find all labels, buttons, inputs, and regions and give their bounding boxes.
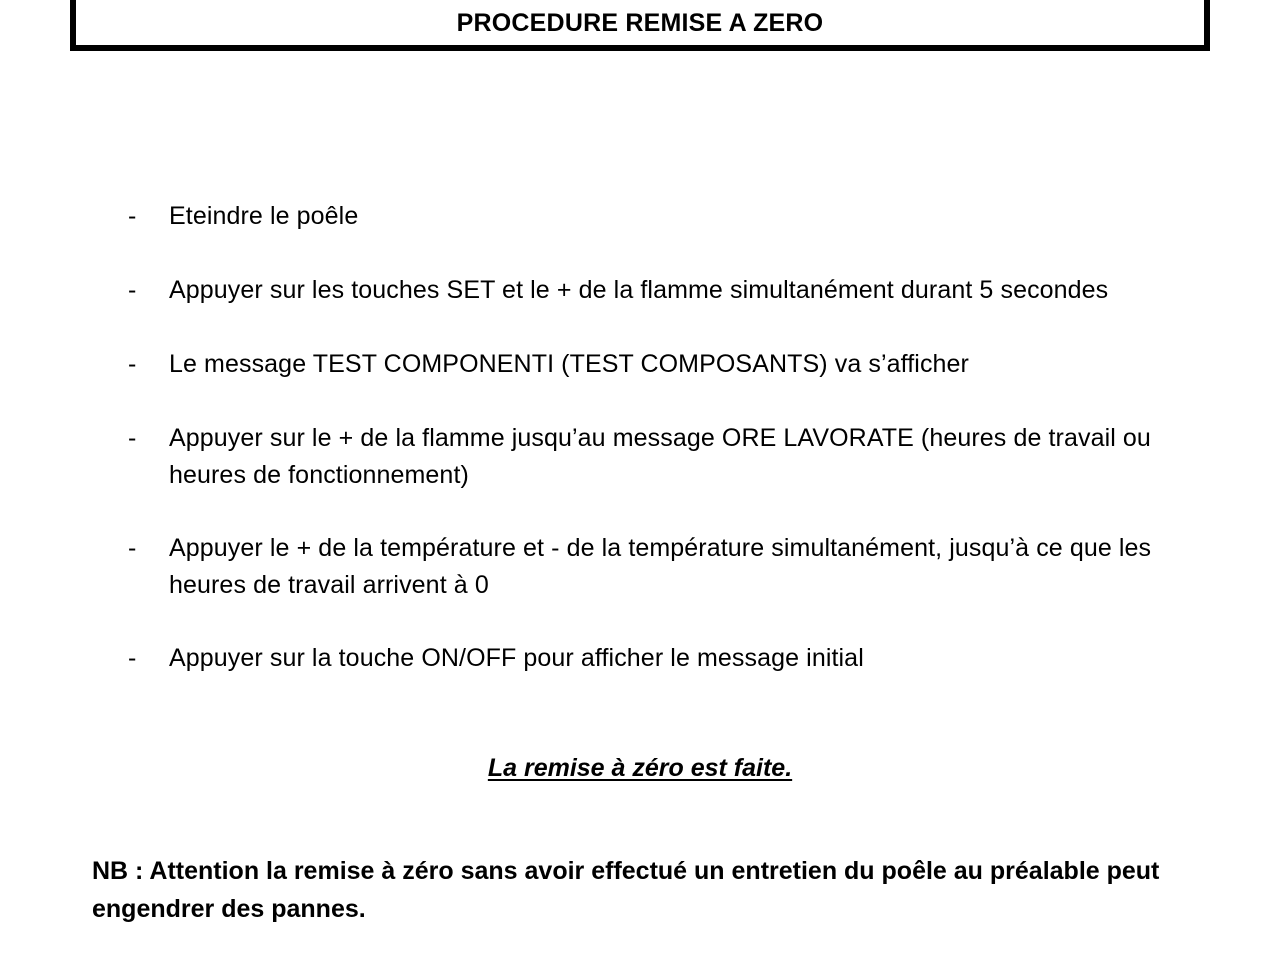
- title-box: [70, 0, 1210, 51]
- conclusion-text: La remise à zéro est faite.: [487, 754, 793, 782]
- list-marker: -: [128, 534, 137, 562]
- step-text: Appuyer sur la touche ON/OFF pour afficher le message initial: [169, 644, 864, 672]
- step-text: Eteindre le poêle: [169, 202, 359, 230]
- list-marker: -: [128, 202, 137, 230]
- list-marker: -: [128, 276, 137, 304]
- warning-note: NB : Attention la remise à zéro sans avoir effectué un entretien du poêle au préalable peut engendrer des pannes.: [92, 857, 1160, 923]
- step-text: Appuyer le + de la température et - de la température simultanément, jusqu’à ce que les heures de travail arrivent à 0: [169, 534, 1152, 599]
- list-marker: -: [128, 350, 137, 378]
- list-marker: -: [128, 644, 137, 672]
- step-text: Appuyer sur les touches SET et le + de la flamme simultanément durant 5 secondes: [169, 276, 1109, 304]
- conclusion-line: [0, 751, 1280, 785]
- step-text: Appuyer sur le + de la flamme jusqu’au message ORE LAVORATE (heures de travail ou heures de fonctionnement): [169, 424, 1151, 489]
- step-text: Le message TEST COMPONENTI (TEST COMPOSANTS) va s’afficher: [169, 350, 969, 378]
- list-marker: -: [128, 424, 137, 452]
- page-title: PROCEDURE REMISE A ZERO: [456, 9, 824, 37]
